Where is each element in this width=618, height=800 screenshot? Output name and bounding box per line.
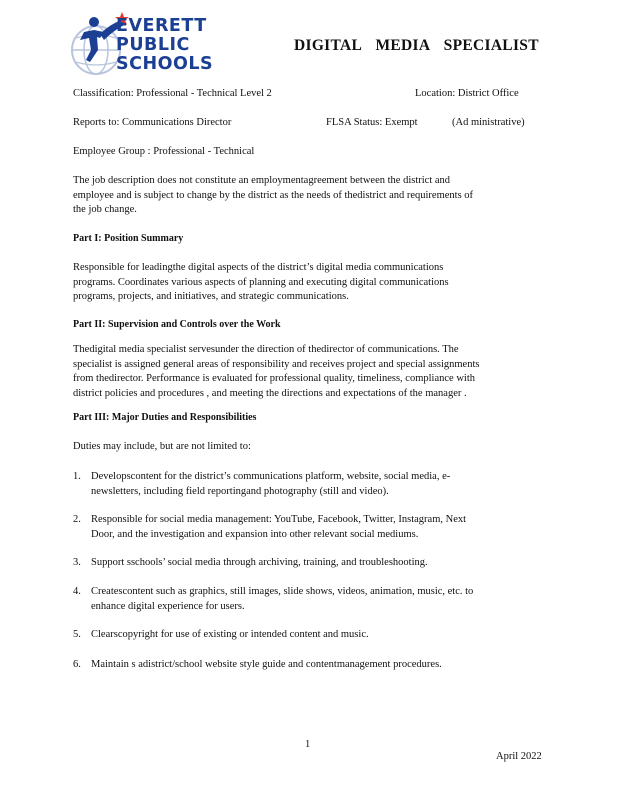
document-title: DIGITAL MEDIA SPECIALIST: [294, 37, 539, 54]
disclaimer-paragraph: The job description does not constitute an employmentagreement between the district and employee and is subject to change by the district as the needs of thedistrict and requirements of the job change.: [73, 175, 474, 216]
location: Location: District Office: [415, 88, 519, 99]
flsa-status: FLSA Status: Exempt: [326, 117, 418, 128]
revision-date: April 2022: [496, 751, 542, 762]
part2-heading: Part II: Supervision and Controls over the Work: [73, 319, 281, 330]
reports-to: Reports to: Communications Director: [73, 117, 232, 128]
flsa-note: (Ad ministrative): [452, 117, 525, 128]
part1-heading: Part I: Position Summary: [73, 233, 184, 244]
classification: Classification: Professional - Technical Level 2: [73, 88, 272, 99]
logo-wordmark: EVERETT PUBLIC SCHOOLS: [116, 16, 214, 74]
page-number: 1: [305, 739, 311, 750]
part3-heading: Part III: Major Duties and Responsibilities: [73, 412, 257, 423]
employee-group: Employee Group : Professional - Technical: [73, 146, 255, 157]
part3-intro: Duties may include, but are not limited to:: [73, 441, 251, 452]
part2-paragraph: Thedigital media specialist servesunder the direction of thedirector of communications. The specialist is assigned general areas of responsibility and receives project and special assignments from thedirector. Performance is evaluated for professional quality, timeliness, compliance with district policies and procedures , and meeting the directions and expectations of the manager .: [73, 344, 480, 399]
part1-paragraph: Responsible for leadingthe digital aspects of the district’s digital media communications programs. Coordinates various aspects of planning and executing digital communications programs, projects, and initiatives, and strategic communications.: [73, 262, 449, 303]
district-logo: [70, 10, 240, 80]
